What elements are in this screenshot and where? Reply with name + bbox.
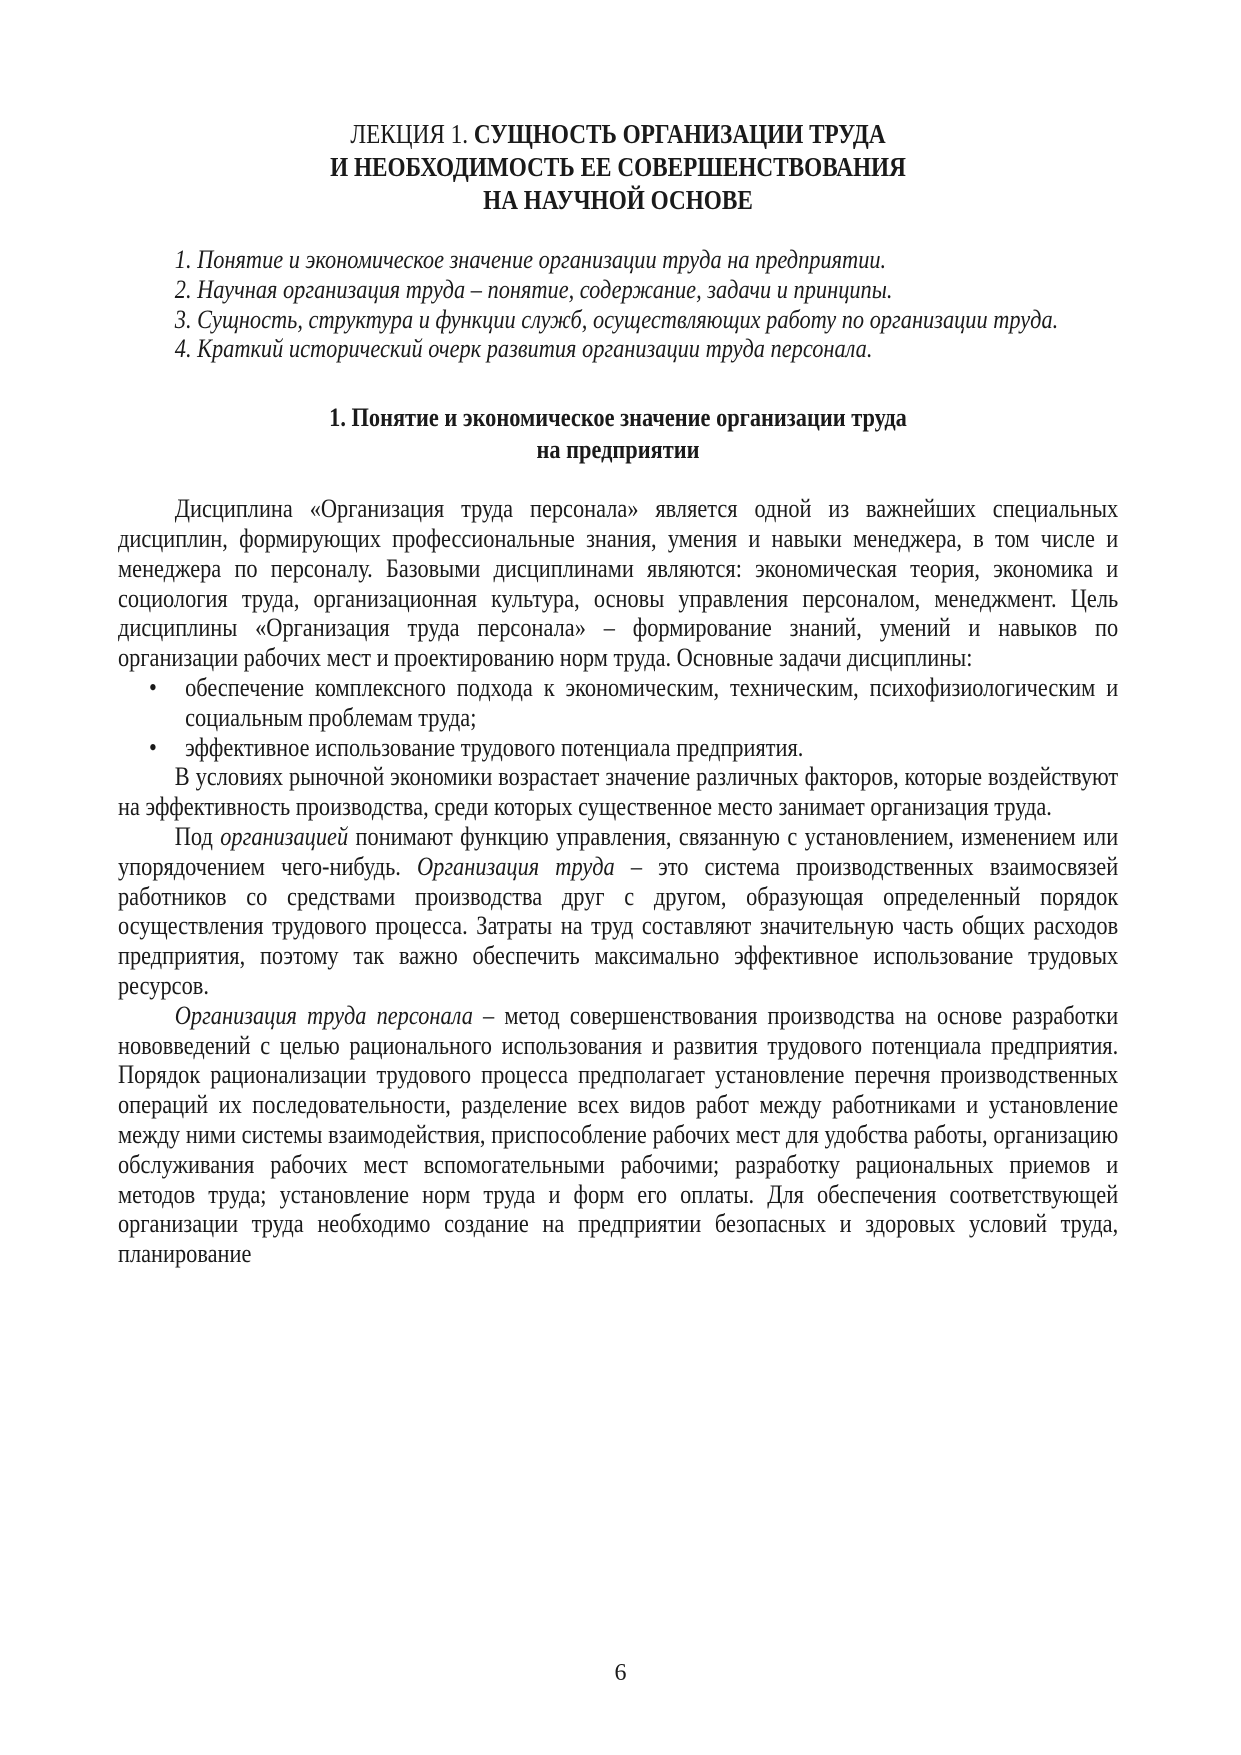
lecture-title-line-1: СУЩНОСТЬ ОРГАНИЗАЦИИ ТРУДА <box>473 119 886 149</box>
bullet-icon: • <box>148 732 157 762</box>
text-run: понимают функцию управления, связанную с установлением, изменением или упорядочением чего-нибудь. <box>118 821 1119 881</box>
tasks-list <box>118 673 1118 762</box>
paragraph-organization-definition <box>118 822 1118 1001</box>
paragraph-discipline-intro: Дисциплина «Организация труда персонала» является одной из важнейших специальных дисциплин, формирующих профессиональные знания, умения и навыки менеджера, в том числе и менеджера по персоналу. Базовыми дисциплинами являются: экономическая теория, экономика и социология труда, организационная культура, основы управления персоналом, менеджмент. Цель дисциплины «Организация труда персонала» – формирование знаний, умений и навыков по организации рабочих мест и проектированию норм труда. Основные задачи дисциплины: <box>118 494 1119 673</box>
lecture-title-line-2: И НЕОБХОДИМОСТЬ ЕЕ СОВЕРШЕНСТВОВАНИЯ <box>330 152 906 182</box>
text-run: – метод совершенствования производства на основе разработки нововведений с целью рационального использования и развития трудового потенциала предприятия. Порядок рационализации трудового процесса предполагает установление перечня производственных операций их последовательности, разделение всех видов работ между работниками и установление между ними системы взаимодействия, приспособление рабочих мест для удобства работы, организацию обслуживания рабочих мест вспомогательными рабочими; разработку рациональных приемов и методов труда; установление норм труда и форм его оплаты. Для обеспечения соответствующей организации труда необходимо создание на предприятии безопасных и здоровых условий труда, планирование <box>118 1000 1119 1269</box>
page-content <box>118 118 1118 1269</box>
body-text <box>118 494 1118 1269</box>
plan-item: 3. Сущность, структура и функции служб, осуществляющих работу по организации труда. <box>174 304 1059 334</box>
lecture-number: ЛЕКЦИЯ 1. <box>350 119 474 149</box>
lecture-title-line-3: НА НАУЧНОЙ ОСНОВЕ <box>483 185 753 215</box>
section-title-line-2: на предприятии <box>536 435 700 465</box>
paragraph-personnel-labor-organization <box>118 1001 1118 1269</box>
body-text-wrap <box>118 494 1118 1269</box>
plan-item: 1. Понятие и экономическое значение организации труда на предприятии. <box>174 245 887 274</box>
plan-item: 4. Краткий исторический очерк развития организации труда персонала. <box>174 334 873 364</box>
lecture-plan <box>118 245 1118 364</box>
page-number: 6 <box>614 1660 627 1686</box>
term-organization: организацией <box>220 821 349 851</box>
text-run: – это система производственных взаимосвязей работников со средствами производства друг с другом, образующая определенный порядок осуществления трудового процесса. Затраты на труд составляют значительную часть общих расходов предприятия, поэтому так важно обеспечить максимально эффективное использование трудовых ресурсов. <box>118 851 1119 1000</box>
term-labor-organization: Организация труда <box>417 851 615 881</box>
list-item <box>118 733 1118 763</box>
paragraph-market-economy: В условиях рыночной экономики возрастает значение различных факторов, которые воздействуют на эффективность производства, среди которых существенное место занимает организация труда. <box>118 762 1119 822</box>
section-title <box>188 402 1048 466</box>
text-run: Под <box>174 821 221 851</box>
term-personnel-labor-organization: Организация труда персонала <box>174 1000 473 1030</box>
list-item-text: эффективное использование трудового потенциала предприятия. <box>185 732 804 762</box>
bullet-icon: • <box>148 672 157 702</box>
list-item-text: обеспечение комплексного подхода к экономическим, техническим, психофизиологическим и социальным проблемам труда; <box>185 672 1119 732</box>
list-item <box>118 673 1118 733</box>
section-title-line-1: 1. Понятие и экономическое значение организации труда <box>329 403 907 433</box>
lecture-title <box>188 118 1048 217</box>
plan-item: 2. Научная организация труда – понятие, содержание, задачи и принципы. <box>174 274 893 304</box>
